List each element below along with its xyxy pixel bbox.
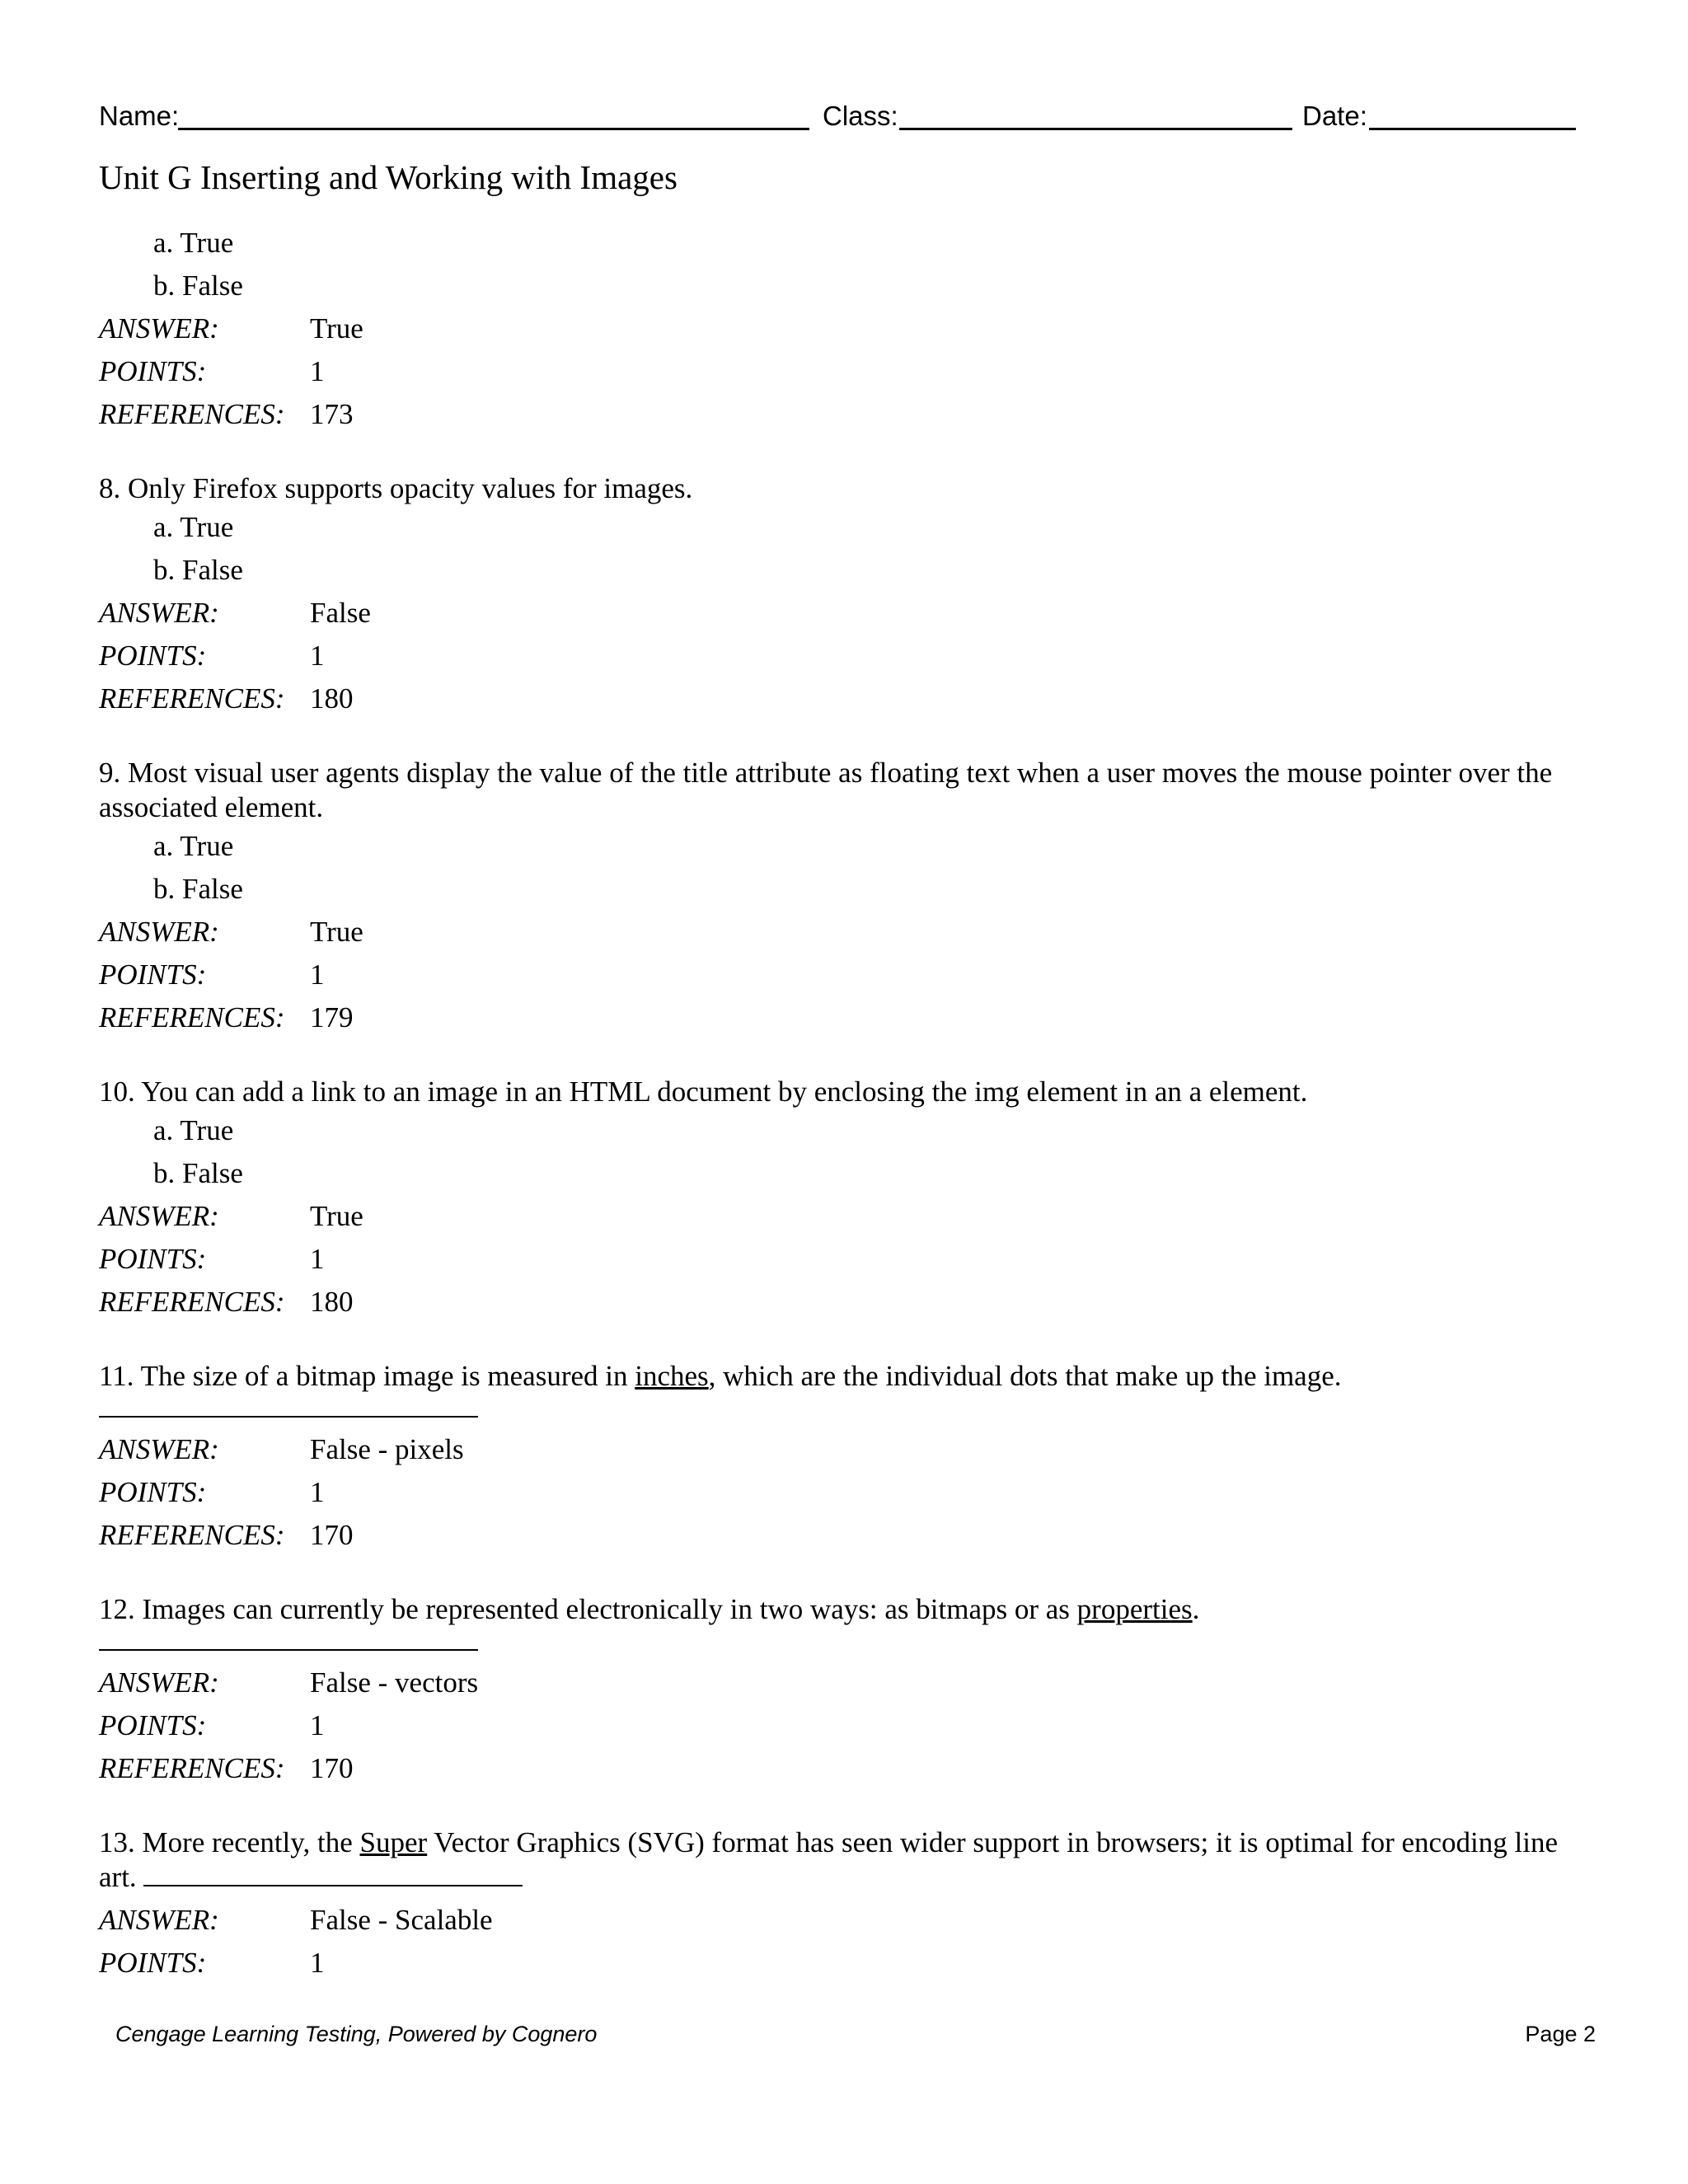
points-label: POINTS: [99, 1476, 207, 1508]
footer-publisher: Cengage Learning Testing, Powered by Cognero [115, 2022, 598, 2046]
answer-label: ANSWER: [99, 312, 219, 344]
q9-option-a: a. True [153, 830, 234, 862]
q8-points: 1 [310, 640, 325, 672]
q10-answer-row [99, 1195, 363, 1238]
references-label: REFERENCES: [99, 1286, 285, 1318]
q11-answer-row [99, 1428, 464, 1471]
q10-answer: True [310, 1200, 363, 1232]
q13-answer-row [99, 1899, 493, 1942]
q7-answer-row [99, 307, 363, 350]
q9-references: 179 [310, 1001, 354, 1033]
q11-text-before: 11. The size of a bitmap image is measured in [99, 1360, 635, 1392]
q11-answer-blank [99, 1416, 478, 1418]
answer-label: ANSWER: [99, 1904, 219, 1936]
q9-answer: True [310, 916, 363, 948]
q11-references: 170 [310, 1519, 354, 1551]
points-label: POINTS: [99, 355, 207, 387]
q9-text: 9. Most visual user agents display the value of the title attribute as floating text when a user moves the mouse pointer over the associated element. [99, 757, 1553, 823]
answer-label: ANSWER: [99, 1200, 219, 1232]
q12-references-row [99, 1747, 354, 1790]
q9-points-row [99, 954, 325, 996]
q10-text: 10. You can add a link to an image in an HTML document by enclosing the img element in an a element. [99, 1076, 1308, 1108]
q9-points: 1 [310, 958, 325, 991]
q13-text [99, 1825, 1582, 1895]
q9-references-row [99, 996, 354, 1039]
q11-references-row [99, 1514, 354, 1557]
q12-text-before: 12. Images can currently be represented electronically in two ways: as bitmaps or as [99, 1593, 1077, 1625]
q10-points-row [99, 1238, 325, 1281]
page-title: Unit G Inserting and Working with Images [99, 158, 678, 196]
answer-label: ANSWER: [99, 1433, 219, 1465]
class-label: Class: [823, 101, 898, 131]
q8-answer: False [310, 597, 371, 629]
q11-points-row [99, 1471, 325, 1514]
q8-answer-row [99, 592, 371, 635]
references-label: REFERENCES: [99, 682, 285, 715]
q7-references-row [99, 393, 354, 436]
q8-references-row [99, 677, 354, 720]
points-label: POINTS: [99, 1243, 207, 1275]
references-label: REFERENCES: [99, 398, 285, 430]
q7-option-b: b. False [153, 269, 243, 302]
q13-answer: False - Scalable [310, 1904, 493, 1936]
references-label: REFERENCES: [99, 1519, 285, 1551]
q8-text: 8. Only Firefox supports opacity values for images. [99, 472, 693, 504]
answer-label: ANSWER: [99, 916, 219, 948]
q10-references: 180 [310, 1286, 354, 1318]
q7-option-a: a. True [153, 227, 234, 259]
q9-answer-row [99, 911, 363, 954]
points-label: POINTS: [99, 1709, 207, 1741]
q12-answer: False - vectors [310, 1666, 479, 1699]
points-label: POINTS: [99, 640, 207, 672]
q9-option-b: b. False [153, 873, 243, 905]
name-label: Name: [99, 101, 180, 131]
answer-label: ANSWER: [99, 597, 219, 629]
q7-points: 1 [310, 355, 325, 387]
q12-underlined-term: properties [1076, 1593, 1193, 1625]
q8-option-b: b. False [153, 554, 243, 586]
q7-points-row [99, 350, 325, 393]
q13-answer-blank [143, 1860, 523, 1886]
q10-option-b: b. False [153, 1157, 243, 1189]
q7-references: 173 [310, 398, 354, 430]
q8-references: 180 [310, 682, 354, 715]
q13-text-after: Vector Graphics (SVG) format has seen wider support in browsers; it is optimal for encoding line art. [99, 1826, 1559, 1893]
q13-points: 1 [310, 1947, 325, 1979]
references-label: REFERENCES: [99, 1001, 285, 1033]
q10-option-a: a. True [153, 1114, 234, 1146]
q7-answer: True [310, 312, 363, 344]
answer-label: ANSWER: [99, 1666, 219, 1699]
references-label: REFERENCES: [99, 1752, 285, 1784]
q13-text-before: 13. More recently, the [99, 1826, 360, 1858]
q11-underlined-term: inches [635, 1360, 709, 1392]
q8-option-a: a. True [153, 511, 234, 543]
q12-points-row [99, 1704, 325, 1747]
q12-answer-row [99, 1661, 478, 1704]
q12-text-after: . [1192, 1593, 1200, 1625]
footer-page-number: Page 2 [1525, 2022, 1596, 2046]
date-label: Date: [1302, 101, 1367, 131]
points-label: POINTS: [99, 958, 207, 991]
q12-points: 1 [310, 1709, 325, 1741]
q11-answer: False - pixels [310, 1433, 464, 1465]
q11-points: 1 [310, 1476, 325, 1508]
q12-references: 170 [310, 1752, 354, 1784]
q12-answer-blank [99, 1649, 478, 1651]
q10-references-row [99, 1281, 354, 1324]
q11-text-after: , which are the individual dots that make up the image. [708, 1360, 1342, 1392]
points-label: POINTS: [99, 1947, 207, 1979]
q12-text [99, 1592, 1582, 1627]
q11-text [99, 1359, 1582, 1394]
q13-underlined-term: Super [359, 1826, 428, 1858]
q10-points: 1 [310, 1243, 325, 1275]
q13-points-row [99, 1942, 325, 1985]
q8-points-row [99, 635, 325, 677]
